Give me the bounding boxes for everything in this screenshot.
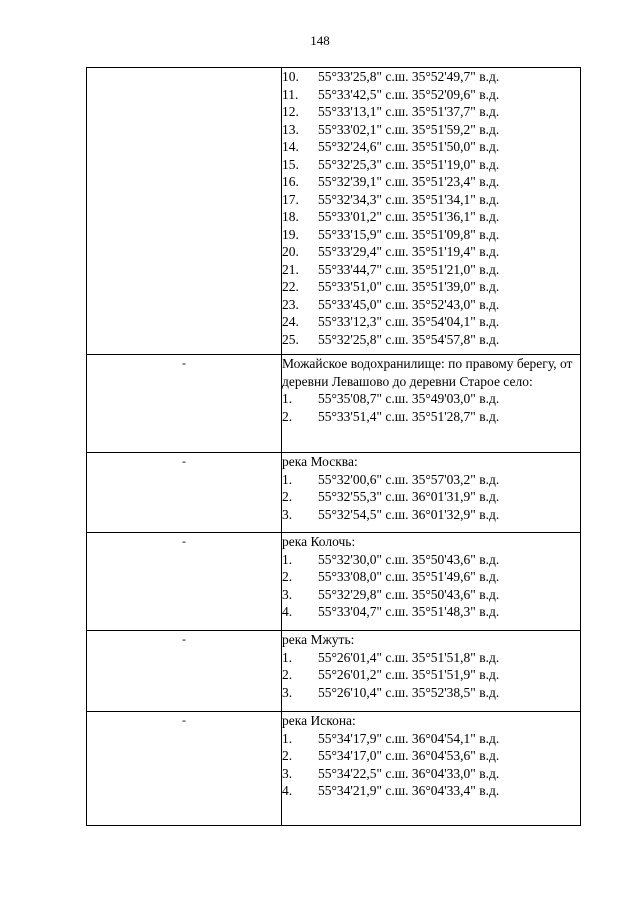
coordinate-number: 22. xyxy=(282,279,299,294)
coordinate-number: 18. xyxy=(282,209,299,224)
coordinate-item xyxy=(282,173,580,191)
coordinate-item xyxy=(282,226,580,244)
coordinate-value: 55°32'39,1" с.ш. 35°51'23,4" в.д. xyxy=(318,174,500,189)
coordinate-number: 3. xyxy=(282,765,293,781)
coordinate-number: 1. xyxy=(282,471,293,487)
coordinate-number: 25. xyxy=(282,331,299,347)
row-label: - xyxy=(182,632,186,646)
coordinate-number: 20. xyxy=(282,244,299,259)
coordinate-number: 2. xyxy=(282,748,293,763)
coordinate-value: 55°26'10,4" с.ш. 35°52'38,5" в.д. xyxy=(318,684,500,700)
coordinate-item xyxy=(282,568,580,586)
coordinate-item xyxy=(282,506,580,524)
coordinate-value: 55°34'17,9" с.ш. 36°04'54,1" в.д. xyxy=(318,730,500,746)
coordinate-list-cell xyxy=(282,631,581,712)
coordinate-list-cell xyxy=(282,68,581,355)
coordinate-item xyxy=(282,765,580,783)
coordinate-list-cell xyxy=(282,355,581,453)
coordinate-value: 55°33'02,1" с.ш. 35°51'59,2" в.д. xyxy=(318,121,500,137)
coordinate-number: 13. xyxy=(282,121,299,137)
coordinate-item xyxy=(282,747,580,765)
coordinate-value: 55°34'17,0" с.ш. 36°04'53,6" в.д. xyxy=(318,748,500,763)
coordinate-value: 55°33'13,1" с.ш. 35°51'37,7" в.д. xyxy=(318,104,500,119)
coordinate-value: 55°33'45,0" с.ш. 35°52'43,0" в.д. xyxy=(318,296,500,312)
coordinate-value: 55°32'29,8" с.ш. 35°50'43,6" в.д. xyxy=(318,586,500,602)
coordinate-value: 55°32'55,3" с.ш. 36°01'31,9" в.д. xyxy=(318,489,500,504)
coordinate-item xyxy=(282,313,580,331)
row-label: - xyxy=(182,454,186,468)
coordinate-number: 3. xyxy=(282,506,293,522)
water-body-title: река Мжуть: xyxy=(282,632,355,647)
coordinates-table xyxy=(86,67,581,826)
coordinate-number: 11. xyxy=(282,86,299,102)
table-row xyxy=(87,453,581,533)
coordinate-number: 17. xyxy=(282,191,299,207)
coordinate-value: 55°32'25,3" с.ш. 35°51'19,0" в.д. xyxy=(318,156,500,172)
coordinate-list-cell xyxy=(282,533,581,631)
coordinate-value: 55°34'21,9" с.ш. 36°04'33,4" в.д. xyxy=(318,783,500,798)
coordinate-item xyxy=(282,208,580,226)
coordinate-item xyxy=(282,331,580,349)
table-row xyxy=(87,68,581,355)
coordinate-item xyxy=(282,243,580,261)
coordinate-number: 15. xyxy=(282,156,299,172)
coordinate-list-cell xyxy=(282,712,581,826)
coordinate-number: 21. xyxy=(282,261,299,277)
row-label-cell xyxy=(87,68,282,355)
coordinate-item xyxy=(282,551,580,569)
coordinate-value: 55°33'51,4" с.ш. 35°51'28,7" в.д. xyxy=(318,408,500,424)
coordinate-number: 1. xyxy=(282,391,293,406)
row-label-cell xyxy=(87,355,282,453)
coordinate-value: 55°33'08,0" с.ш. 35°51'49,6" в.д. xyxy=(318,569,500,584)
coordinate-value: 55°33'44,7" с.ш. 35°51'21,0" в.д. xyxy=(318,261,500,277)
coordinate-value: 55°32'34,3" с.ш. 35°51'34,1" в.д. xyxy=(318,191,500,207)
coordinate-value: 55°33'15,9" с.ш. 35°51'09,8" в.д. xyxy=(318,226,500,242)
coordinate-value: 55°33'01,2" с.ш. 35°51'36,1" в.д. xyxy=(318,209,500,224)
coordinate-number: 1. xyxy=(282,551,293,567)
coordinate-item xyxy=(282,408,580,426)
coordinate-value: 55°32'24,6" с.ш. 35°51'50,0" в.д. xyxy=(318,139,500,154)
coordinate-value: 55°32'54,5" с.ш. 36°01'32,9" в.д. xyxy=(318,506,500,522)
row-label-cell xyxy=(87,533,282,631)
coordinate-list-cell xyxy=(282,453,581,533)
coordinate-item xyxy=(282,278,580,296)
coordinate-item xyxy=(282,68,580,86)
coordinate-number: 2. xyxy=(282,408,293,424)
coordinate-value: 55°33'12,3" с.ш. 35°54'04,1" в.д. xyxy=(318,314,500,329)
coordinate-item xyxy=(282,586,580,604)
coordinate-number: 16. xyxy=(282,174,299,189)
coordinate-item xyxy=(282,296,580,314)
coordinate-value: 55°32'00,6" с.ш. 35°57'03,2" в.д. xyxy=(318,471,500,487)
page-number: 148 xyxy=(310,33,330,48)
coordinate-item xyxy=(282,86,580,104)
row-label: - xyxy=(182,534,186,548)
water-body-title: Можайское водохранилище: по правому берегу, от деревни Левашово до деревни Старое село: xyxy=(282,356,573,389)
coordinate-item xyxy=(282,603,580,621)
coordinate-number: 24. xyxy=(282,314,299,329)
coordinate-number: 1. xyxy=(282,649,293,665)
coordinate-value: 55°33'42,5" с.ш. 35°52'09,6" в.д. xyxy=(318,86,500,102)
coordinate-item xyxy=(282,684,580,702)
coordinate-item xyxy=(282,138,580,156)
coordinate-value: 55°32'30,0" с.ш. 35°50'43,6" в.д. xyxy=(318,551,500,567)
coordinate-item xyxy=(282,191,580,209)
coordinate-number: 3. xyxy=(282,684,293,700)
coordinate-value: 55°33'51,0" с.ш. 35°51'39,0" в.д. xyxy=(318,279,500,294)
table-body xyxy=(87,68,581,826)
coordinate-item xyxy=(282,390,580,408)
coordinate-item xyxy=(282,488,580,506)
coordinate-number: 12. xyxy=(282,104,299,119)
row-label: - xyxy=(182,713,186,727)
coordinate-item xyxy=(282,103,580,121)
row-label-cell xyxy=(87,453,282,533)
coordinate-value: 55°33'04,7" с.ш. 35°51'48,3" в.д. xyxy=(318,604,500,619)
coordinate-number: 2. xyxy=(282,667,293,682)
water-body-title: река Москва: xyxy=(282,454,358,469)
coordinate-number: 2. xyxy=(282,569,293,584)
row-label-cell xyxy=(87,712,282,826)
coordinate-number: 3. xyxy=(282,586,293,602)
coordinate-number: 4. xyxy=(282,783,293,798)
coordinate-number: 2. xyxy=(282,489,293,504)
coordinate-number: 1. xyxy=(282,730,293,746)
row-label-cell xyxy=(87,631,282,712)
coordinate-item xyxy=(282,666,580,684)
coordinate-value: 55°26'01,2" с.ш. 35°51'51,9" в.д. xyxy=(318,667,500,682)
coordinate-value: 55°34'22,5" с.ш. 36°04'33,0" в.д. xyxy=(318,765,500,781)
coordinate-number: 4. xyxy=(282,604,293,619)
coordinate-item xyxy=(282,730,580,748)
table-row xyxy=(87,355,581,453)
row-label: - xyxy=(182,356,186,370)
coordinate-number: 19. xyxy=(282,226,299,242)
water-body-title: река Колочь: xyxy=(282,534,356,549)
coordinate-value: 55°26'01,4" с.ш. 35°51'51,8" в.д. xyxy=(318,649,500,665)
coordinate-value: 55°33'25,8" с.ш. 35°52'49,7" в.д. xyxy=(318,69,500,84)
coordinate-item xyxy=(282,782,580,800)
coordinate-value: 55°35'08,7" с.ш. 35°49'03,0" в.д. xyxy=(318,391,500,406)
coordinate-number: 23. xyxy=(282,296,299,312)
coordinate-value: 55°32'25,8" с.ш. 35°54'57,8" в.д. xyxy=(318,331,500,347)
coordinate-number: 10. xyxy=(282,69,299,84)
water-body-title: река Искона: xyxy=(282,713,356,728)
coordinate-item xyxy=(282,156,580,174)
table-row xyxy=(87,533,581,631)
coordinate-value: 55°33'29,4" с.ш. 35°51'19,4" в.д. xyxy=(318,244,500,259)
coordinate-item xyxy=(282,261,580,279)
coordinate-item xyxy=(282,649,580,667)
coordinate-item xyxy=(282,121,580,139)
coordinate-item xyxy=(282,471,580,489)
table-row xyxy=(87,712,581,826)
coordinate-number: 14. xyxy=(282,139,299,154)
table-row xyxy=(87,631,581,712)
